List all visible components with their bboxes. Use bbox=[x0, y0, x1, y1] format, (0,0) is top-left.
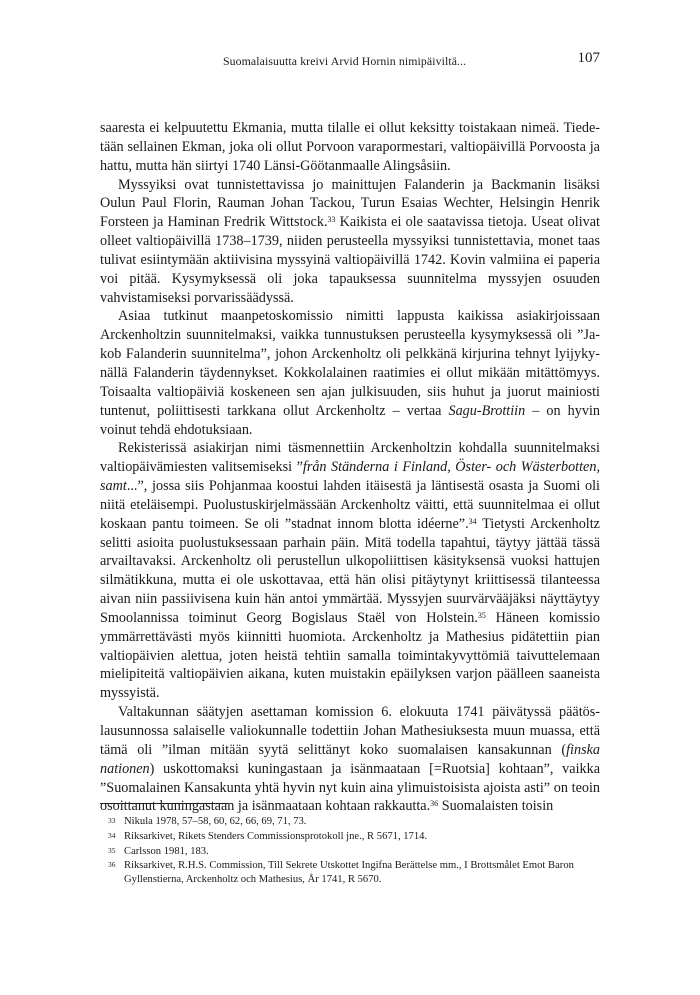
paragraph bbox=[100, 439, 600, 703]
page-number: 107 bbox=[577, 50, 600, 66]
footnote-number: 36 bbox=[108, 860, 116, 870]
footnote-number: 33 bbox=[108, 816, 116, 825]
paragraph bbox=[100, 307, 600, 439]
text-run: ...”, jossa siis Pohjanmaa koostui lahden itäisestä ja läntisestä osasta ja Suomi oli niitä eteläisempi. Puolustuskirjelmässään Arckenholtz väitti, että suunnitelmaa ei ollut koskaan pantu toimeen. Se oli ”stadnat innom blotta idéerne”. bbox=[100, 478, 600, 532]
italic-text: från Ständerna i Finland, Öster- och Wästerbotten, samt bbox=[100, 459, 600, 495]
paragraph bbox=[100, 119, 600, 176]
text-run: saaresta ei kelpuutettu Ekmania, mutta tilalle ei ollut keksitty toistakaan nimeä. Tiedetään sellainen Ekman, joka oli ollut Porvoon varapormestari, valtiopäivillä Porvoosta ja hattu, mutta hän siirtyi 1740 Länsi-Göötanmaalle Alingsåsiin. bbox=[100, 120, 600, 174]
text-run: Suomalaisten toisin bbox=[438, 798, 554, 815]
footnote bbox=[108, 815, 600, 829]
text-run: ) uskottomaksi kuningastaan ja isänmaataan [=Ruotsia] kohtaan”, vaikka ”Suomalainen Kansakunta yhtä hyvin nyt kuin aina ylimuistoisista ajoista asti” on teoin osoittanut kuningastaan ja isänmaataan kohtaan rakkautta. bbox=[100, 760, 600, 815]
footnote bbox=[108, 859, 600, 887]
text-run: Rekisterissä asiakirjan nimi täsmennettiin Arckenholtzin kohdalla suunnitelmaksi valtiopäivämiesten valitsemiseksi ” bbox=[100, 440, 600, 476]
footnote bbox=[108, 830, 600, 844]
footnote-divider bbox=[100, 803, 228, 804]
text-run: Tietysti Arckenholtz selitti asioita puolustuksessaan parhain päin. Mitä todella tapahtui, täytyy jättää tässä arvailtavaksi. Arckenholtz oli perustellun ulkopoliittisen käsityksensä vuoksi hattujen silmätikkuna, mutta ei ole uskottavaa, että hän olisi pitäytynyt kriittisessä tilanteessa aivan niin passiivisena kuin hän antoi ymmärtää. Myssyjen suurvärvääjäksi näyttäytyy Smoolannissa toiminut Georg Bogislaus Staël von Holstein. bbox=[100, 515, 600, 626]
footnote-ref: 36 bbox=[430, 799, 439, 809]
footnote-text: Carlsson 1981, 183. bbox=[124, 845, 209, 857]
footnote-ref: 34 bbox=[468, 516, 477, 526]
footnote bbox=[108, 845, 600, 859]
footnote-number: 34 bbox=[108, 830, 116, 840]
italic-text: Sagu-Brottiin bbox=[448, 402, 526, 419]
footnote-text: Riksarkivet, Rikets Stenders Commissionsprotokoll jne., R 5671, 1714. bbox=[124, 830, 428, 842]
footnote-number: 35 bbox=[108, 845, 116, 855]
footnote-text: Riksarkivet, R.H.S. Commission, Till Sekrete Utskottet Ingifna Berättelse mm., I Brottsmålet Emot Baron Gyllenstierna, Arckenholtz och Mathesius, År 1741, R 5670. bbox=[124, 860, 574, 886]
body-text bbox=[100, 119, 600, 816]
footnote-ref: 35 bbox=[477, 610, 486, 620]
footnotes bbox=[108, 815, 600, 888]
text-run: Valtakunnan säätyjen asettaman komission 6. elokuuta 1741 päivätyssä päätöslausunnossa salaiselle valiokunnalle todettiin Johan Mathesiuksesta muun muassa, että tämä oli ”ilman mitään syytä selittänyt koko suomalaisen kansakunnan ( bbox=[100, 704, 600, 758]
text-run: Myssyiksi ovat tunnistettavissa jo mainittujen Falanderin ja Backmanin lisäksi Oulun Paul Florin, Rauman Johan Tackou, Turun Esaias Wechter, Helsingin Henrik Forsteen ja Haminan Fredrik Wittstock. bbox=[100, 176, 600, 231]
text-run: – on hyvin voinut tehdä ehdotuksiaan. bbox=[100, 402, 600, 438]
running-header bbox=[105, 50, 600, 72]
running-title: Suomalaisuutta kreivi Arvid Hornin nimipäiviltä... bbox=[223, 54, 467, 68]
text-run: Asiaa tutkinut maanpetoskomissio nimitti lappusta kaikissa asiakirjoissaan Arckenholtzin suunnitelmaksi, vaikka tunnustuksen perusteella kysymyksessä oli ”Jakob Falanderin suunnitelma”, johon Arckenholtz oli pelkkänä kirjurina tehnyt lyijykynällä Falanderin täydennykset. Kokkolalainen raatimies ei ollut mikään mitättömyys. Toisaalta valtiopäiviä koskeneen sen ajan julkisuuden, siis huhut ja juorut mainiosti tuntenut, poliittisesti tarkkana ollut Arckenholtz – vertaa bbox=[100, 308, 600, 419]
paragraph bbox=[100, 703, 600, 816]
text-run: Kaikista ei ole saatavissa tietoja. Useat olivat olleet valtiopäivillä 1738–1739, niiden perusteella myssyiksi tunnistettavia, monet taas tulivat esiintymään aktiivisina myssyinä valtiopäivillä 1742. Kovin valmiina ei paperia voi pitää. Kysymyksessä oli joka tapauksessa suunnitelma myssyjen osuuden vahvistamiseksi porvarissäädyssä. bbox=[100, 214, 600, 306]
footnote-text: Nikula 1978, 57–58, 60, 62, 66, 69, 71, 73. bbox=[124, 816, 307, 827]
text-run: Häneen komissio ymmärrettävästi myös kiinnitti huomiota. Arckenholtz ja Mathesius pidätettiin pian valtiopäivien alettua, joten heistä tehtiin samalla toimintakyvyttömiä taivuttelemaan mielipiteitä valtiopäivien aikana, kuten muistakin epäilyksen varjon päälleen saaneista myssyistä. bbox=[100, 609, 600, 702]
footnote-ref: 33 bbox=[327, 215, 336, 225]
italic-text: finska nationen bbox=[100, 741, 600, 777]
paragraph bbox=[100, 176, 600, 308]
